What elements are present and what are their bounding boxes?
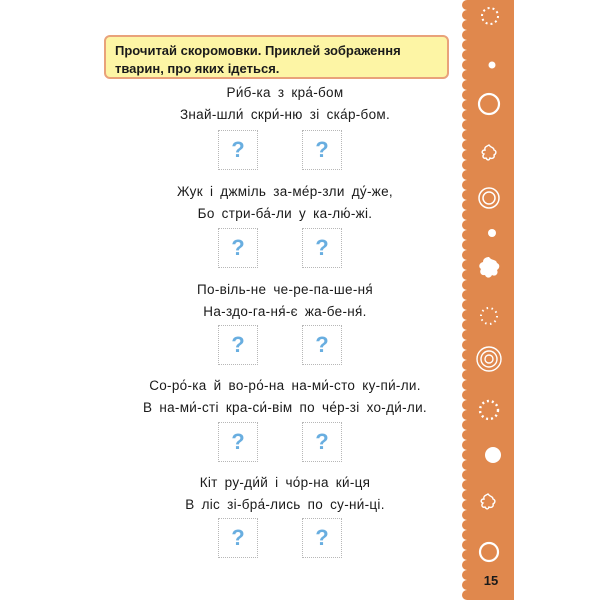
scallop bbox=[462, 580, 472, 590]
scallop bbox=[462, 300, 472, 310]
scallop bbox=[462, 200, 472, 210]
scallop bbox=[462, 460, 472, 470]
scallop bbox=[462, 100, 472, 110]
scallop bbox=[462, 430, 472, 440]
sticker-placeholder[interactable]: ? bbox=[218, 130, 258, 170]
dot-icon bbox=[487, 228, 497, 238]
scallop bbox=[462, 70, 472, 80]
scallop bbox=[462, 140, 472, 150]
twister-line: Жук і джміль за-ме́р-зли ду́-же, bbox=[177, 184, 393, 199]
ring-icon bbox=[476, 91, 502, 117]
sticker-placeholder[interactable]: ? bbox=[302, 130, 342, 170]
dotted-circle-icon bbox=[477, 398, 501, 422]
scallop bbox=[462, 120, 472, 130]
flower-outline-icon bbox=[478, 492, 498, 512]
concentric-rings-icon bbox=[475, 345, 503, 373]
scallop bbox=[462, 250, 472, 260]
scallop bbox=[462, 560, 472, 570]
twister-line: Со-ро́-ка й во-ро́-на на-ми́-сто ку-пи́-ли. bbox=[149, 378, 421, 393]
sticker-placeholder[interactable]: ? bbox=[302, 325, 342, 365]
scallop bbox=[462, 340, 472, 350]
scallop bbox=[462, 290, 472, 300]
scallop bbox=[462, 230, 472, 240]
scallop bbox=[462, 190, 472, 200]
scallop bbox=[462, 390, 472, 400]
scallop bbox=[462, 60, 472, 70]
scallop bbox=[462, 400, 472, 410]
sticker-placeholder[interactable]: ? bbox=[218, 325, 258, 365]
flower-outline-icon bbox=[479, 143, 499, 163]
scallop bbox=[462, 380, 472, 390]
twister-line: По-віль-не че-ре-па-ше-ня́ bbox=[197, 282, 373, 297]
scallop bbox=[462, 490, 472, 500]
scallop bbox=[462, 220, 472, 230]
scallop bbox=[462, 110, 472, 120]
sticker-placeholder[interactable]: ? bbox=[218, 228, 258, 268]
scallop bbox=[462, 50, 472, 60]
scallop bbox=[462, 590, 472, 600]
circle-icon bbox=[484, 446, 502, 464]
scallop bbox=[462, 470, 472, 480]
scallop bbox=[462, 420, 472, 430]
twister-line: Бо стри-ба́-ли у ка-лю́-жі. bbox=[197, 206, 373, 221]
scallop bbox=[462, 170, 472, 180]
scallop bbox=[462, 440, 472, 450]
page-number: 15 bbox=[483, 573, 499, 588]
scallop bbox=[462, 320, 472, 330]
scallop bbox=[462, 280, 472, 290]
scallop bbox=[462, 370, 472, 380]
scallop bbox=[462, 330, 472, 340]
scallop bbox=[462, 540, 472, 550]
twister-line: Ри́б-ка з кра́-бом bbox=[226, 85, 344, 100]
scallop bbox=[462, 480, 472, 490]
ring-icon bbox=[477, 540, 501, 564]
scallop bbox=[462, 530, 472, 540]
dotted-circle-icon bbox=[479, 5, 501, 27]
sticker-placeholder[interactable]: ? bbox=[218, 422, 258, 462]
scallop bbox=[462, 130, 472, 140]
scallop bbox=[462, 30, 472, 40]
scallop bbox=[462, 160, 472, 170]
instruction-box: Прочитай скоромовки. Приклей зображення тварин, про яких ідеться. bbox=[104, 35, 449, 79]
scallop bbox=[462, 500, 472, 510]
scallop bbox=[462, 550, 472, 560]
scallop bbox=[462, 260, 472, 270]
scallop bbox=[462, 210, 472, 220]
scallop bbox=[462, 180, 472, 190]
twister-line: На-здо-га-ня́-є жа-бе-ня́. bbox=[203, 304, 367, 319]
twister-line: В ліс зі-бра́-лись по су-ни́-ці. bbox=[185, 497, 385, 512]
scallop bbox=[462, 520, 472, 530]
flower-solid-icon bbox=[476, 255, 502, 281]
scallop bbox=[462, 240, 472, 250]
scalloped-edge bbox=[462, 0, 472, 600]
twister-line: Кіт ру-ди́й і чо́р-на ки́-ця bbox=[199, 475, 371, 490]
scallop bbox=[462, 270, 472, 280]
scallop bbox=[462, 350, 472, 360]
sticker-placeholder[interactable]: ? bbox=[302, 422, 342, 462]
scallop bbox=[462, 360, 472, 370]
dot-icon bbox=[488, 61, 496, 69]
twister-line: Знай-шли́ скри́-ню зі ска́р-бом. bbox=[179, 107, 391, 122]
scallop bbox=[462, 40, 472, 50]
scallop bbox=[462, 510, 472, 520]
scallop bbox=[462, 0, 472, 10]
sticker-placeholder[interactable]: ? bbox=[302, 518, 342, 558]
scallop bbox=[462, 410, 472, 420]
scallop bbox=[462, 310, 472, 320]
scallop bbox=[462, 570, 472, 580]
dotted-circle-icon bbox=[478, 305, 500, 327]
sticker-placeholder[interactable]: ? bbox=[302, 228, 342, 268]
scallop bbox=[462, 450, 472, 460]
sticker-placeholder[interactable]: ? bbox=[218, 518, 258, 558]
twister-line: В на-ми́-сті кра-си́-вім по че́р-зі хо-ди́-ли. bbox=[143, 400, 427, 415]
scallop bbox=[462, 10, 472, 20]
scallop bbox=[462, 80, 472, 90]
scallop bbox=[462, 90, 472, 100]
scallop bbox=[462, 150, 472, 160]
scallop bbox=[462, 20, 472, 30]
double-ring-icon bbox=[477, 186, 501, 210]
